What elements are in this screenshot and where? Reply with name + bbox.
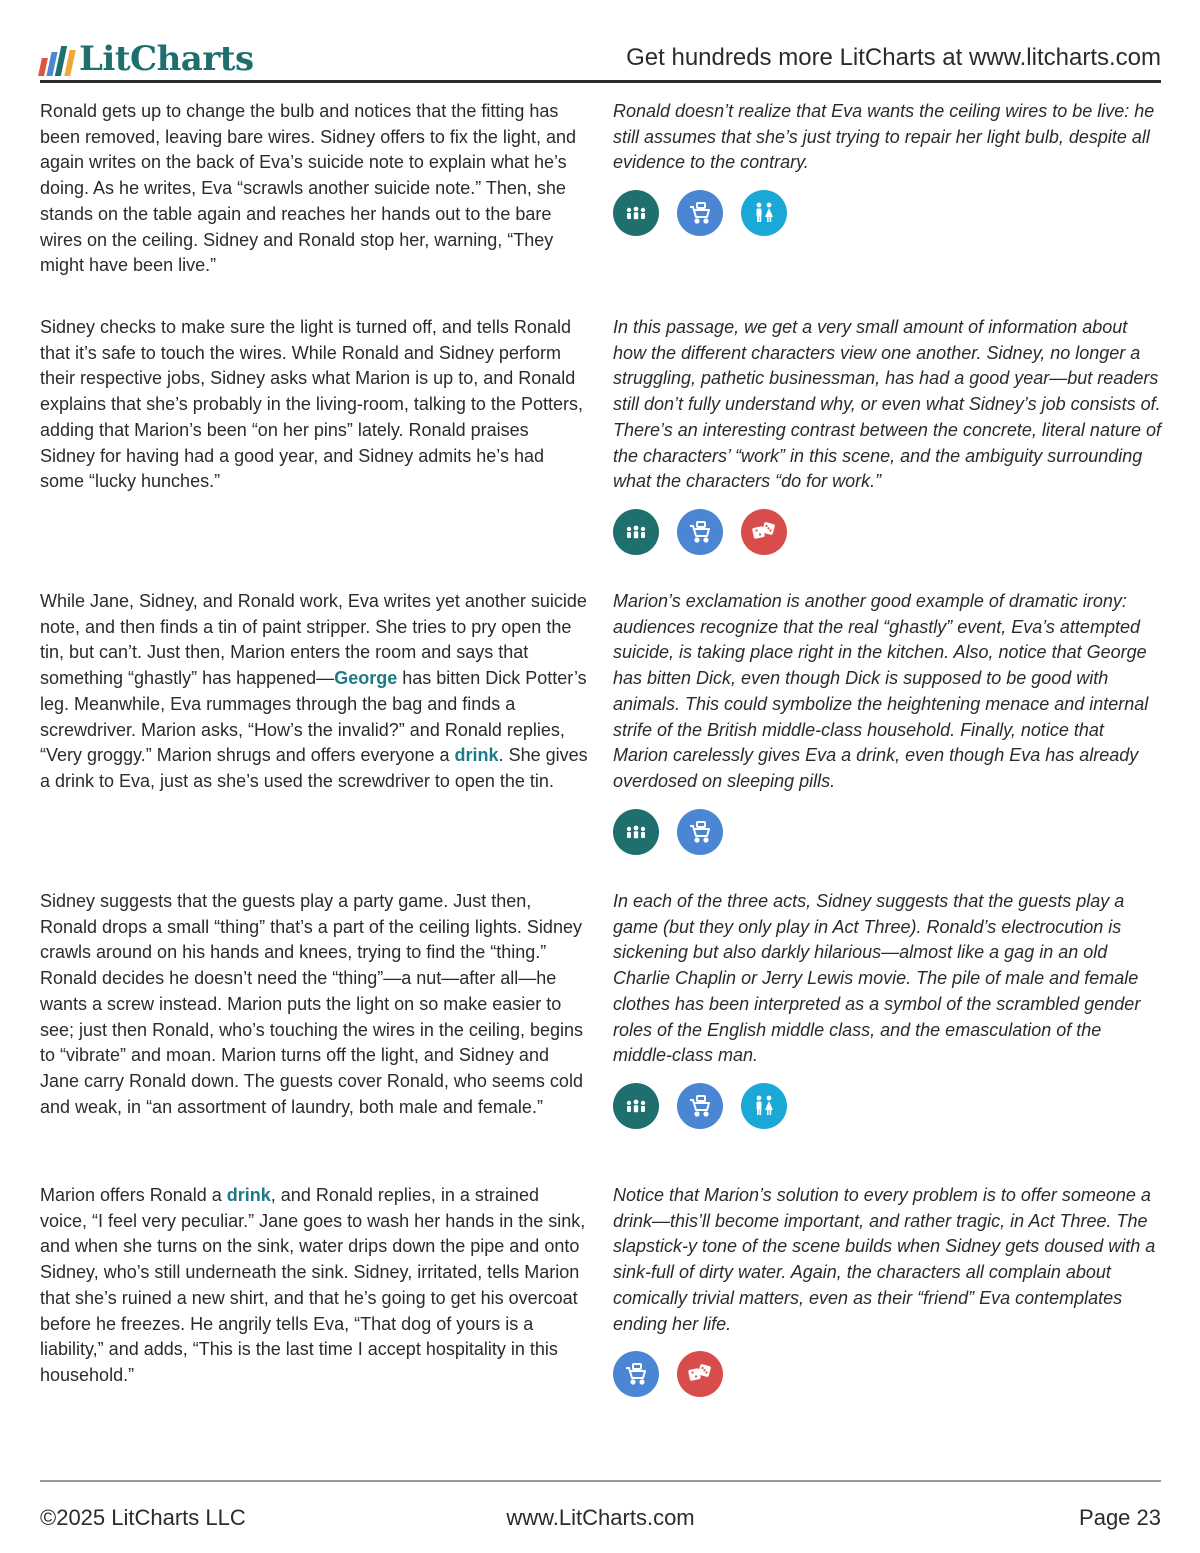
- theme-icons: [613, 1351, 1161, 1397]
- summary-text: While Jane, Sidney, and Ronald work, Eva writes yet another suicide note, and then finds a tin of paint stripper. She tries to pry open the tin, but can’t. Just then, Marion enters the room and says that something “ghastly” has happened—George has bitten Dick Potter’s leg. Meanwhile, Eva rummages through the bag and finds a screwdriver. Marion asks, “How’s the invalid?” and Ronald replies, “Very groggy.” Marion shrugs and offers everyone a drink. She gives a drink to Eva, just as she’s used the screwdriver to open the tin.: [40, 591, 588, 791]
- logo-text: LitCharts: [79, 39, 254, 79]
- consumption-icon[interactable]: [677, 809, 723, 855]
- summary-text: Sidney checks to make sure the light is turned off, and tells Ronald that it’s safe to touch the wires. While Ronald and Sidney perform their respective jobs, Sidney asks what Marion is up to, and Ronald explains that she’s probably in the living-room, talking to the Potters, adding that Marion’s been “on her pins” lately. Ronald praises Sidney for having had a good year, and Sidney admits he’s had some “lucky hunches.”: [40, 317, 583, 492]
- summary-text: Marion offers Ronald a drink, and Ronald replies, in a strained voice, “I feel very peculiar.” Jane goes to wash her hands in the sink, and when she turns on the sink, water drips down the pipe and onto Sidney, who’s still underneath the sink. Sidney, irritated, tells Marion that she’s ruined a new shirt, and that he’s going to get his overcoat before he freezes. He angrily tells Eva, “That dog of yours is a liability,” and adds, “This is the last time I accept hospitality in this household.”: [40, 1185, 586, 1385]
- litcharts-logo[interactable]: [40, 36, 254, 79]
- class-icon[interactable]: [613, 1083, 659, 1129]
- analysis-column: [613, 1183, 1161, 1397]
- keyword-link-george[interactable]: George: [334, 668, 398, 689]
- copyright-text: ©2025 LitCharts LLC: [40, 1505, 246, 1530]
- theme-icons: [613, 1083, 1161, 1129]
- gender-icon[interactable]: [741, 190, 787, 236]
- analysis-text: In each of the three acts, Sidney suggests that the guests play a game (but they only play in Act Three). Ronald’s electrocution is sickening but also darkly hilarious—almost like a gag in an old Charlie Chaplin or Jerry Lewis movie. The pile of male and female clothes has been interpreted as a symbol of the scrambled gender roles of the English middle class, and the emasculation of the middle-class man.: [613, 891, 1141, 1066]
- keyword-link-drink[interactable]: drink: [454, 745, 499, 766]
- consumption-icon[interactable]: [677, 1083, 723, 1129]
- consumption-icon[interactable]: [677, 509, 723, 555]
- class-icon[interactable]: [613, 190, 659, 236]
- footer-divider: [40, 1480, 1161, 1482]
- analysis-text: Notice that Marion’s solution to every problem is to offer someone a drink—this’ll become important, and rather tragic, in Act Three. The slapstick-y tone of the scene builds when Sidney gets doused with a sink-full of dirty water. Again, the characters all complain about comically trivial matters, even as their “friend” Eva contemplates ending her life.: [613, 1185, 1156, 1334]
- summary-text: Ronald gets up to change the bulb and notices that the fitting has been removed, leaving bare wires. Sidney offers to fix the light, and again writes on the back of Eva’s suicide note to explain what he’s doing. As he writes, Eva “scrawls another suicide note.” Then, she stands on the table again and reaches her hands out to the bare wires on the ceiling. Sidney and Ronald stop her, warning, “They might have been live.”: [40, 101, 576, 276]
- theme-icons: [613, 190, 1161, 236]
- theme-icons: [613, 809, 1161, 855]
- theme-icons: [613, 509, 1161, 555]
- header-divider: [40, 80, 1161, 83]
- consumption-icon[interactable]: [613, 1351, 659, 1397]
- footer-site-link[interactable]: www.LitCharts.com: [506, 1505, 695, 1530]
- header-tagline[interactable]: Get hundreds more LitCharts at www.litcharts.com: [626, 44, 1161, 71]
- class-icon[interactable]: [613, 809, 659, 855]
- summary-text: Sidney suggests that the guests play a party game. Just then, Ronald drops a small “thing” that’s a part of the ceiling lights. Sidney crawls around on his hands and knees, trying to find the “thing.” Ronald decides he doesn’t need the “thing”—a nut—after all—he wants a screw instead. Marion puts the light on so make easier to see; just then Ronald, who’s touching the wires in the ceiling, begins to “vibrate” and moan. Marion turns off the light, and Sidney and Jane carry Ronald down. The guests cover Ronald, who seems cold and weak, in “an assortment of laundry, both male and female.”: [40, 891, 583, 1117]
- analysis-column: [613, 99, 1161, 236]
- page-number: Page 23: [1079, 1505, 1161, 1530]
- analysis-text: Ronald doesn’t realize that Eva wants the ceiling wires to be live: he still assumes that she’s just trying to repair her light bulb, despite all evidence to the contrary.: [613, 101, 1155, 173]
- games-icon[interactable]: [741, 509, 787, 555]
- page-header: [40, 34, 1161, 84]
- consumption-icon[interactable]: [677, 190, 723, 236]
- games-icon[interactable]: [677, 1351, 723, 1397]
- class-icon[interactable]: [613, 509, 659, 555]
- keyword-link-drink[interactable]: drink: [226, 1185, 271, 1205]
- analysis-text: In this passage, we get a very small amount of information about how the different characters view one another. Sidney, no longer a struggling, pathetic businessman, has had a good year—but readers still don’t fully understand why, or even what Sidney’s job consists of. There’s an interesting contrast between the concrete, literal nature of the characters’ “work” in this scene, and the ambiguity surrounding what the characters “do for work.”: [613, 317, 1161, 492]
- analysis-column: [613, 315, 1161, 555]
- analysis-column: [613, 889, 1161, 1129]
- analysis-column: [613, 589, 1161, 855]
- logo-bars-icon: [40, 46, 73, 76]
- gender-icon[interactable]: [741, 1083, 787, 1129]
- analysis-text: Marion’s exclamation is another good example of dramatic irony: audiences recognize that the real “ghastly” event, Eva’s attempted suicide, is taking place right in the kitchen. Also, notice that George has bitten Dick, even though Dick is supposed to be good with animals. This could symbolize the heightening menace and internal strife of the British middle-class household. Finally, notice that Marion carelessly gives Eva a drink, even though Eva has already overdosed on sleeping pills.: [613, 591, 1149, 791]
